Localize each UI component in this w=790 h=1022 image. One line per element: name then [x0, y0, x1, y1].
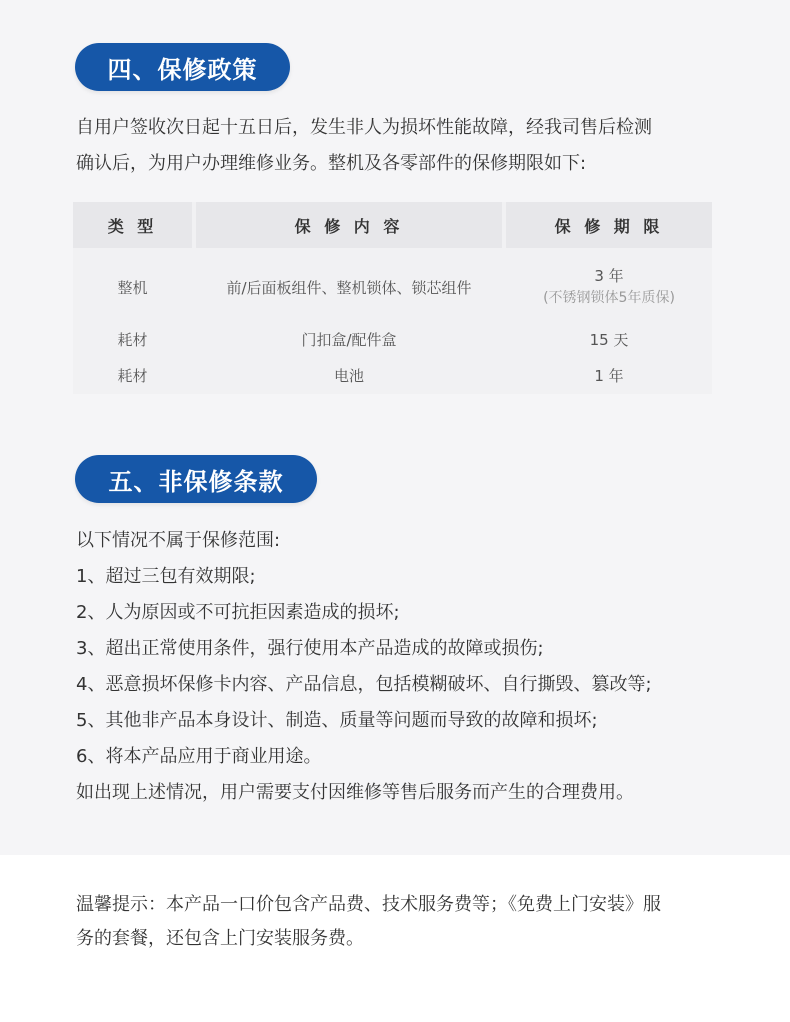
section-title-text: 四、保修政策	[107, 55, 258, 84]
section-title-warranty	[75, 43, 290, 91]
table-header-row	[73, 202, 712, 248]
section-title-text: 五、非保修条款	[108, 467, 284, 496]
non-warranty-list	[76, 523, 716, 811]
period-value: 3 年	[594, 267, 624, 285]
intro-line: 自用户签收次日起十五日后，发生非人为损坏性能故障，经我司售后检测	[76, 117, 652, 138]
warranty-intro	[76, 110, 716, 182]
cell-content: 前/后面板组件、整机锁体、锁芯组件	[226, 278, 472, 297]
cell-period	[506, 252, 712, 322]
list-item: 以下情况不属于保修范围:	[76, 530, 281, 551]
header-content: 保 修 内 容	[196, 202, 502, 248]
list-item: 如出现上述情况，用户需要支付因维修等售后服务而产生的合理费用。	[76, 782, 634, 803]
cell-content: 电池	[333, 366, 364, 385]
list-item: 3、超出正常使用条件，强行使用本产品造成的故障或损伤;	[76, 638, 544, 659]
cell-period: 1 年	[594, 366, 624, 385]
cell-type: 耗材	[117, 366, 148, 385]
table-row	[73, 252, 712, 322]
table-row	[73, 322, 712, 356]
cell-type: 耗材	[117, 330, 148, 349]
list-item: 5、其他非产品本身设计、制造、质量等问题而导致的故障和损坏;	[76, 710, 598, 731]
table-row	[73, 356, 712, 394]
tip-line: 温馨提示：本产品一口价包含产品费、技术服务费等；《免费上门安装》服	[76, 894, 661, 915]
cell-type: 整机	[117, 278, 148, 297]
list-item: 1、超过三包有效期限;	[76, 566, 256, 587]
period-note: (不锈钢锁体5年质保)	[543, 290, 675, 306]
header-period: 保 修 期 限	[506, 202, 712, 248]
cell-period: 15 天	[589, 330, 629, 349]
list-item: 4、恶意损坏保修卡内容、产品信息，包括模糊破坏、自行撕毁、篡改等;	[76, 674, 652, 695]
warranty-table	[73, 202, 712, 394]
tip-text	[76, 888, 716, 956]
tip-line: 务的套餐，还包含上门安装服务费。	[76, 928, 364, 949]
list-item: 6、将本产品应用于商业用途。	[76, 746, 322, 767]
cell-content: 门扣盒/配件盒	[301, 330, 397, 349]
section-title-non-warranty	[75, 455, 317, 503]
intro-line: 确认后，为用户办理维修业务。整机及各零部件的保修期限如下:	[76, 153, 587, 174]
header-type: 类 型	[73, 202, 192, 248]
list-item: 2、人为原因或不可抗拒因素造成的损坏;	[76, 602, 400, 623]
